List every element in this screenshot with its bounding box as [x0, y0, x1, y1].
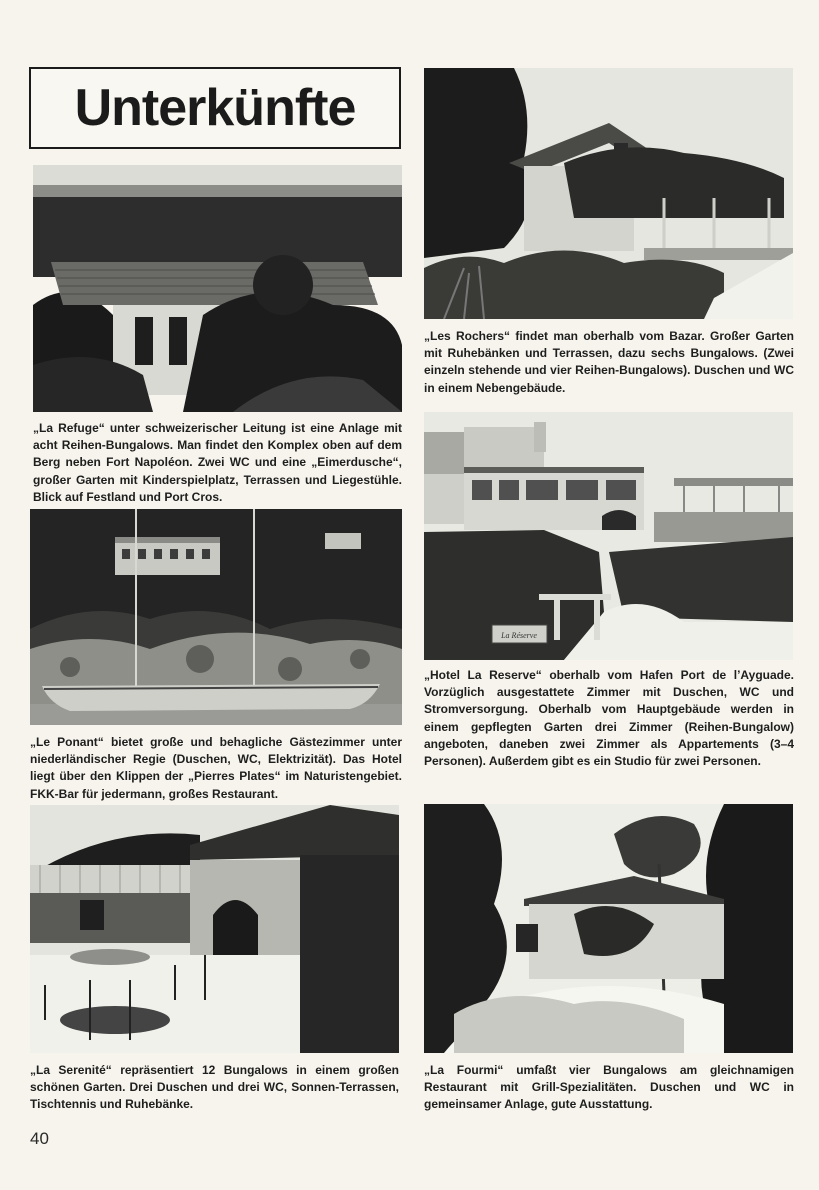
- page-title: Unterkünfte: [74, 79, 356, 137]
- photo-le-ponant: [30, 509, 402, 725]
- caption-la-refuge: „La Refuge“ unter schweizerischer Leitung ist eine Anlage mit acht Reihen-Bungalows. Man findet den Komplex oben auf dem Berg neben Fort Napoléon. Zwei WC und eine „Eimerdusche“, großer Garten mit Kinderspielplatz, Terrassen und Liegestühle. Blick auf Festland und Port Cros.: [33, 421, 402, 504]
- sign-la-reserve: La Réserve: [501, 631, 537, 640]
- photo-la-serenite: [30, 805, 399, 1053]
- caption-la-fourmi: „La Fourmi“ umfaßt vier Bungalows am gleichnamigen Restaurant mit Grill-Spezialitäten. Duschen und WC in gemeinsamer Anlage, gute Ausstattung.: [424, 1063, 794, 1112]
- page-heading-box: [29, 67, 401, 149]
- photo-la-refuge: [33, 165, 402, 412]
- photo-hotel-la-reserve: [424, 412, 793, 660]
- caption-les-rochers: „Les Rochers“ findet man oberhalb vom Bazar. Großer Garten mit Ruhebänken und Terrassen, dazu sechs Bungalows. (Zwei einzeln stehende und vier Reihen-Bungalows). Duschen und WC in einem Nebengebäude.: [424, 329, 794, 395]
- photo-les-rochers: [424, 68, 793, 319]
- caption-hotel-la-reserve: „Hotel La Reserve“ oberhalb vom Hafen Port de l’Ayguade. Vorzüglich ausgestattete Zimmer mit Duschen, WC und Stromversorgung. Oberhalb vom Hauptgebäude werden in einem gepflegten Garten drei Zimmer (Reihen-Bungalow) angeboten, daneben zwei Zimmer als Appartements (3–4 Personen). Außerdem gibt es ein Studio für zwei Personen.: [424, 668, 794, 769]
- caption-le-ponant: „Le Ponant“ bietet große und behagliche Gästezimmer unter niederländischer Regie (Duschen, WC, Elektrizität). Das Hotel liegt über den Klippen der „Pierres Plates“ im Naturistengebiet. FKK-Bar für jedermann, großes Restaurant.: [30, 735, 402, 801]
- page-number: 40: [30, 1129, 49, 1148]
- caption-la-serenite: „La Serenité“ repräsentiert 12 Bungalows in einem großen schönen Garten. Drei Duschen und drei WC, Sonnen-Terrassen, Tischtennis und Ruhebänke.: [30, 1063, 399, 1112]
- photo-la-fourmi: [424, 804, 793, 1053]
